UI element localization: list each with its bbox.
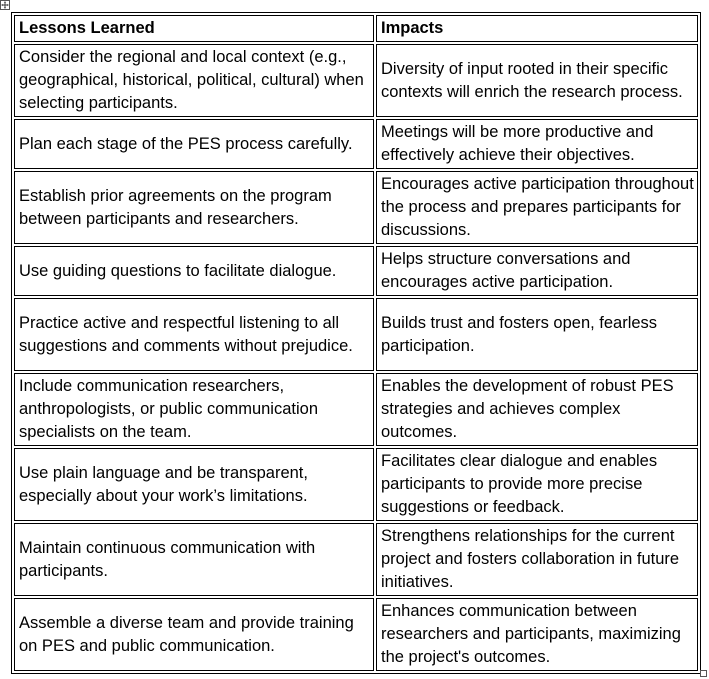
impact-cell: Meetings will be more productive and effectively achieve their objectives. [376, 119, 698, 169]
header-impacts: Impacts [376, 15, 698, 42]
table-row [14, 171, 698, 244]
lesson-cell: Include communication researchers, anthropologists, or public communication specialists on the team. [14, 373, 374, 446]
move-arrows-icon [1, 1, 9, 9]
lessons-impacts-table [11, 12, 701, 674]
lesson-cell: Plan each stage of the PES process carefully. [14, 119, 374, 169]
table-row [14, 448, 698, 521]
impact-cell: Helps structure conversations and encourages active participation. [376, 246, 698, 296]
impact-cell: Diversity of input rooted in their specific contexts will enrich the research process. [376, 44, 698, 117]
lesson-cell: Use plain language and be transparent, especially about your work’s limitations. [14, 448, 374, 521]
impact-cell: Facilitates clear dialogue and enables participants to provide more precise suggestions or feedback. [376, 448, 698, 521]
table-row [14, 298, 698, 371]
lesson-cell: Establish prior agreements on the program between participants and researchers. [14, 171, 374, 244]
lesson-cell: Assemble a diverse team and provide training on PES and public communication. [14, 598, 374, 671]
table-resize-handle[interactable] [700, 670, 707, 677]
impact-cell: Enhances communication between researchers and participants, maximizing the project's outcomes. [376, 598, 698, 671]
lesson-cell: Use guiding questions to facilitate dialogue. [14, 246, 374, 296]
table-row [14, 119, 698, 169]
impact-cell: Builds trust and fosters open, fearless participation. [376, 298, 698, 371]
lesson-cell: Practice active and respectful listening to all suggestions and comments without prejudice. [14, 298, 374, 371]
lesson-cell: Maintain continuous communication with participants. [14, 523, 374, 596]
lesson-cell: Consider the regional and local context (e.g., geographical, historical, political, cultural) when selecting participants. [14, 44, 374, 117]
table-row [14, 246, 698, 296]
table-move-handle[interactable] [0, 0, 10, 10]
table-row [14, 523, 698, 596]
table-row [14, 598, 698, 671]
impact-cell: Strengthens relationships for the current project and fosters collaboration in future initiatives. [376, 523, 698, 596]
table-header-row [14, 15, 698, 42]
table-row [14, 44, 698, 117]
table-row [14, 373, 698, 446]
header-lessons-learned: Lessons Learned [14, 15, 374, 42]
impact-cell: Enables the development of robust PES strategies and achieves complex outcomes. [376, 373, 698, 446]
impact-cell: Encourages active participation throughout the process and prepares participants for discussions. [376, 171, 698, 244]
